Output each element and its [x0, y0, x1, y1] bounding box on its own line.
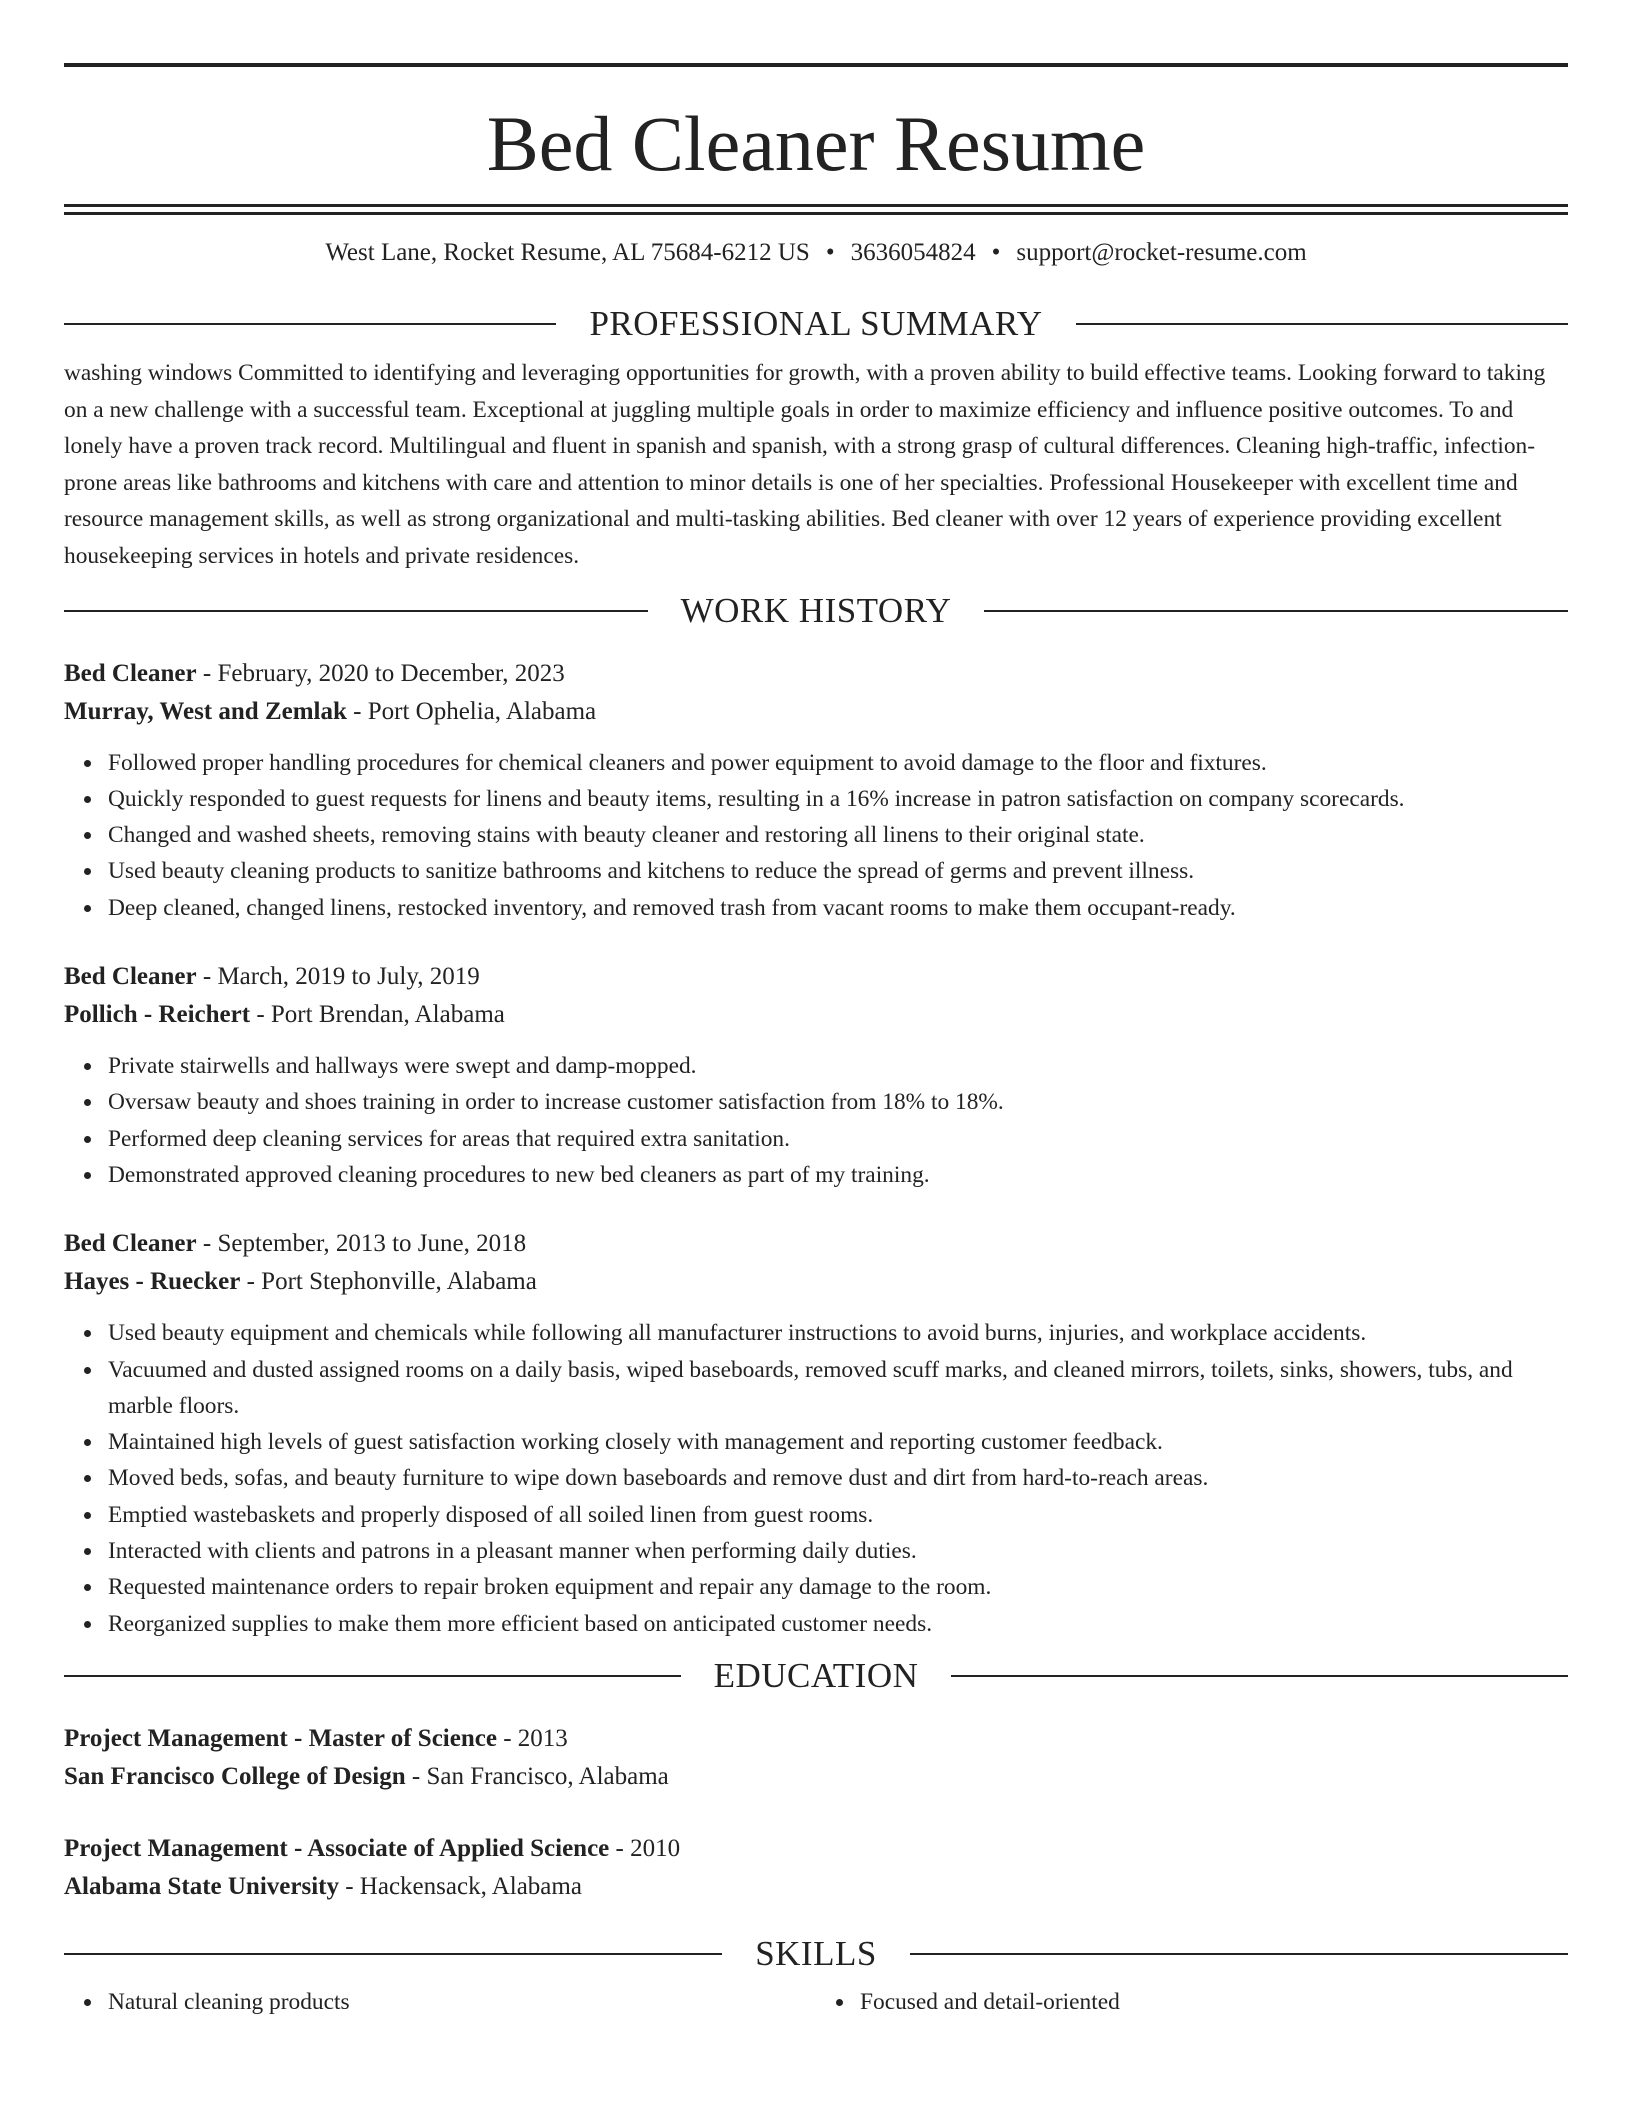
job-bullet: Reorganized supplies to make them more efficient based on anticipated customer needs. [108, 1606, 1568, 1642]
contact-address: West Lane, Rocket Resume, AL 75684-6212 US [325, 239, 810, 266]
skills-column-right [816, 1984, 1568, 2020]
job-bullet: Vacuumed and dusted assigned rooms on a daily basis, wiped baseboards, removed scuff marks, and cleaned mirrors, toilets, sinks, showers, tubs, and marble floors. [108, 1352, 1568, 1425]
job-bullet: Performed deep cleaning services for areas that required extra sanitation. [108, 1121, 1568, 1157]
contact-email: support@rocket-resume.com [1016, 239, 1307, 266]
job-location: - Port Stephonville, Alabama [240, 1268, 537, 1296]
job-title-line [64, 655, 1568, 693]
summary-heading-label: PROFESSIONAL SUMMARY [589, 304, 1043, 343]
education-year: - 2013 [496, 1724, 568, 1752]
job-entry [64, 958, 1568, 1193]
job-bullet: Deep cleaned, changed linens, restocked inventory, and removed trash from vacant rooms to make them occupant-ready. [108, 890, 1568, 926]
heading-rule [64, 1953, 722, 1955]
job-company-line [64, 693, 1568, 731]
heading-rule [1076, 323, 1568, 325]
top-rule [64, 63, 1568, 67]
job-company-line [64, 996, 1568, 1034]
title-double-rule [64, 204, 1568, 215]
job-title-line [64, 1225, 1568, 1263]
job-dates: - March, 2019 to July, 2019 [196, 963, 480, 991]
skills-heading [64, 1934, 1568, 1974]
job-title: Bed Cleaner [64, 1230, 197, 1258]
education-location: - San Francisco, Alabama [405, 1762, 669, 1790]
job-title: Bed Cleaner [64, 659, 197, 687]
job-company: Murray, West and Zemlak [64, 697, 347, 725]
heading-rule [64, 1675, 681, 1677]
education-degree-line [64, 1720, 1568, 1758]
education-school-line [64, 1758, 1568, 1796]
education-degree-line [64, 1830, 1568, 1868]
heading-rule [64, 323, 556, 325]
job-bullet: Used beauty cleaning products to sanitize bathrooms and kitchens to reduce the spread of germs and prevent illness. [108, 853, 1568, 889]
heading-rule [951, 1675, 1568, 1677]
resume-title: Bed Cleaner Resume [486, 100, 1146, 187]
education-entry [64, 1720, 1568, 1796]
education-school: Alabama State University [64, 1872, 339, 1900]
job-bullet: Requested maintenance orders to repair broken equipment and repair any damage to the room. [108, 1569, 1568, 1605]
summary-heading [64, 304, 1568, 344]
job-bullet: Interacted with clients and patrons in a pleasant manner when performing daily duties. [108, 1533, 1568, 1569]
contact-phone: 3636054824 [850, 239, 976, 266]
education-school: San Francisco College of Design [64, 1762, 406, 1790]
job-bullet: Maintained high levels of guest satisfaction working closely with management and reporting customer feedback. [108, 1424, 1568, 1460]
heading-rule [984, 610, 1568, 612]
job-location: - Port Ophelia, Alabama [346, 697, 597, 725]
job-company: Pollich - Reichert [64, 1001, 251, 1029]
job-bullets [64, 1048, 1568, 1193]
resume-page [64, 0, 1568, 2020]
job-bullet: Oversaw beauty and shoes training in order to increase customer satisfaction from 18% to 18%. [108, 1084, 1568, 1120]
summary-text: washing windows Committed to identifying and leveraging opportunities for growth, with a proven ability to build effective teams. Looking forward to taking on a new challenge with a successful team. Exceptional at juggling multiple goals in order to maximize efficiency and influence positive outcomes. To and lonely have a proven track record. Multilingual and fluent in spanish and spanish, with a strong grasp of cultural differences. Cleaning high-traffic, infection-prone areas like bathrooms and kitchens with care and attention to minor details is one of her specialties. Professional Housekeeper with excellent time and resource management skills, as well as strong organizational and multi-tasking abilities. Bed cleaner with over 12 years of experience providing excellent housekeeping services in hotels and private residences. [64, 360, 1546, 569]
skills-heading-label: SKILLS [755, 1933, 877, 1973]
education-heading [64, 1656, 1568, 1696]
job-bullet: Demonstrated approved cleaning procedures to new bed cleaners as part of my training. [108, 1157, 1568, 1193]
job-entry [64, 1225, 1568, 1642]
contact-separator: • [825, 239, 835, 266]
education-location: - Hackensack, Alabama [338, 1872, 582, 1900]
job-bullet: Private stairwells and hallways were swept and damp-mopped. [108, 1048, 1568, 1084]
job-bullet: Quickly responded to guest requests for linens and beauty items, resulting in a 16% increase in patron satisfaction on company scorecards. [108, 781, 1568, 817]
education-degree: Project Management - Associate of Applied Science [64, 1834, 610, 1862]
work-heading [64, 591, 1568, 631]
skills-list [64, 1984, 1568, 2020]
heading-rule [64, 610, 648, 612]
job-bullet: Emptied wastebaskets and properly disposed of all soiled linen from guest rooms. [108, 1497, 1568, 1533]
job-company-line [64, 1263, 1568, 1301]
job-company: Hayes - Ruecker [64, 1268, 241, 1296]
skill-item: Focused and detail-oriented [860, 1984, 1568, 2020]
job-dates: - February, 2020 to December, 2023 [196, 659, 565, 687]
job-bullet: Used beauty equipment and chemicals while following all manufacturer instructions to avoid burns, injuries, and workplace accidents. [108, 1315, 1568, 1351]
job-dates: - September, 2013 to June, 2018 [196, 1230, 527, 1258]
job-title-line [64, 958, 1568, 996]
education-entry [64, 1830, 1568, 1906]
job-bullet: Followed proper handling procedures for chemical cleaners and power equipment to avoid damage to the floor and fixtures. [108, 745, 1568, 781]
contact-line [64, 237, 1568, 269]
education-year: - 2010 [609, 1834, 681, 1862]
job-bullets [64, 745, 1568, 926]
job-bullet: Changed and washed sheets, removing stains with beauty cleaner and restoring all linens to their original state. [108, 817, 1568, 853]
heading-rule [910, 1953, 1568, 1955]
skill-item: Natural cleaning products [108, 1984, 816, 2020]
education-degree: Project Management - Master of Science [64, 1724, 497, 1752]
skills-column-left [64, 1984, 816, 2020]
education-school-line [64, 1868, 1568, 1906]
contact-separator: • [991, 239, 1001, 266]
job-location: - Port Brendan, Alabama [250, 1001, 505, 1029]
job-bullets [64, 1315, 1568, 1642]
job-title: Bed Cleaner [64, 963, 197, 991]
job-entry [64, 655, 1568, 926]
education-heading-label: EDUCATION [713, 1655, 919, 1695]
work-heading-label: WORK HISTORY [680, 590, 952, 630]
job-bullet: Moved beds, sofas, and beauty furniture to wipe down baseboards and remove dust and dirt from hard-to-reach areas. [108, 1460, 1568, 1496]
